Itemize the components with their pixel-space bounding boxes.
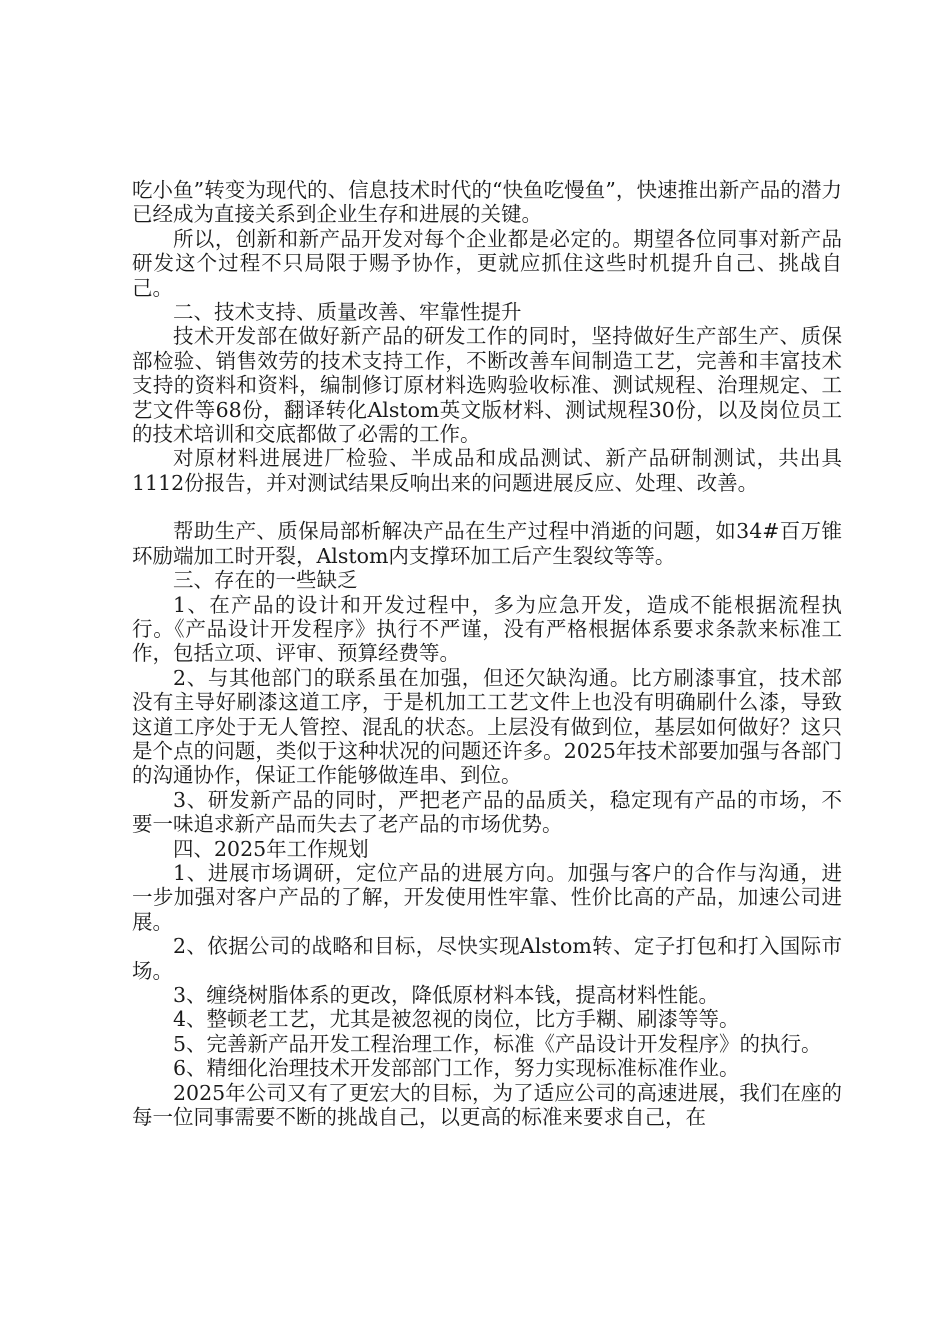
section-heading-3: 三、存在的一些缺乏	[173, 568, 358, 593]
paragraph-gap	[132, 495, 842, 519]
paragraph-4: 对原材料进展进厂检验、半成品和成品测试、新产品研制测试，共出具1112份报告，并对测试结果反响出来的问题进展反应、处理、改善。	[132, 446, 842, 495]
paragraph-1: 吃小鱼”转变为现代的、信息技术时代的“快鱼吃慢鱼”，快速推出新产品的潜力已经成为直接关系到企业生存和进展的关键。	[132, 178, 842, 227]
document-body	[132, 178, 842, 1129]
paragraph-2: 所以，创新和新产品开发对每个企业都是必定的。期望各位同事对新产品研发这个过程不只局限于赐予协作，更就应抓住这些时机提升自己、挑战自己。	[132, 226, 842, 300]
paragraph-5: 帮助生产、质保局部析解决产品在生产过程中消逝的问题，如34#百万锥环励端加工时开裂，Alstom内支撑环加工后产生裂纹等等。	[132, 519, 842, 568]
plan-item-3: 3、缠绕树脂体系的更改，降低原材料本钱，提高材料性能。	[173, 983, 720, 1007]
paragraph-7: 2、与其他部门的联系虽在加强，但还欠缺沟通。比方刷漆事宜，技术部没有主导好刷漆这道工序，于是机加工工艺文件上也没有明确刷什么漆，导致这道工序处于无人管控、混乱的状态。上层没有做到位，基层如何做好？这只是个点的问题，类似于这种状况的问题还许多。2025年技术部要加强与各部门的沟通协作，保证工作能够做连串、到位。	[132, 665, 842, 788]
plan-item-6: 6、精细化治理技术开发部部门工作，努力实现标准标准作业。	[173, 1056, 740, 1081]
section-heading-2: 二、技术支持、质量改善、牢靠性提升	[173, 300, 522, 325]
paragraph-6: 1、在产品的设计和开发过程中，多为应急开发，造成不能根据流程执行。《产品设计开发程序》执行不严谨，没有严格根据体系要求条款来标准工作，包括立项、评审、预算经费等。	[132, 592, 842, 666]
paragraph-8: 3、研发新产品的同时，严把老产品的品质关，稳定现有产品的市场，不要一味追求新产品而失去了老产品的市场优势。	[132, 787, 842, 837]
paragraph-3: 技术开发部在做好新产品的研发工作的同时，坚持做好生产部生产、质保部检验、销售效劳的技术支持工作，不断改善车间制造工艺，完善和丰富技术支持的资料和资料，编制修订原材料选购验收标准、测试规程、治理规定、工艺文件等68份，翻译转化Alstom英文版材料、测试规程30份，以及岗位员工的技术培训和交底都做了必需的工作。	[132, 324, 842, 447]
closing-paragraph: 2025年公司又有了更宏大的目标，为了适应公司的高速进展，我们在座的每一位同事需要不断的挑战自己，以更高的标准来要求自己，在	[132, 1080, 842, 1130]
section-heading-4: 四、2025年工作规划	[173, 836, 369, 861]
plan-item-2: 2、依据公司的战略和目标，尽快实现Alstom转、定子打包和打入国际市场。	[132, 934, 842, 983]
plan-item-4: 4、整顿老工艺，尤其是被忽视的岗位，比方手糊、刷漆等等。	[173, 1007, 740, 1032]
plan-item-1: 1、进展市场调研，定位产品的进展方向。加强与客户的合作与沟通，进一步加强对客户产品的了解，开发使用性牢靠、性价比高的产品，加速公司进展。	[132, 860, 842, 934]
plan-item-5: 5、完善新产品开发工程治理工作，标准《产品设计开发程序》的执行。	[173, 1031, 822, 1056]
